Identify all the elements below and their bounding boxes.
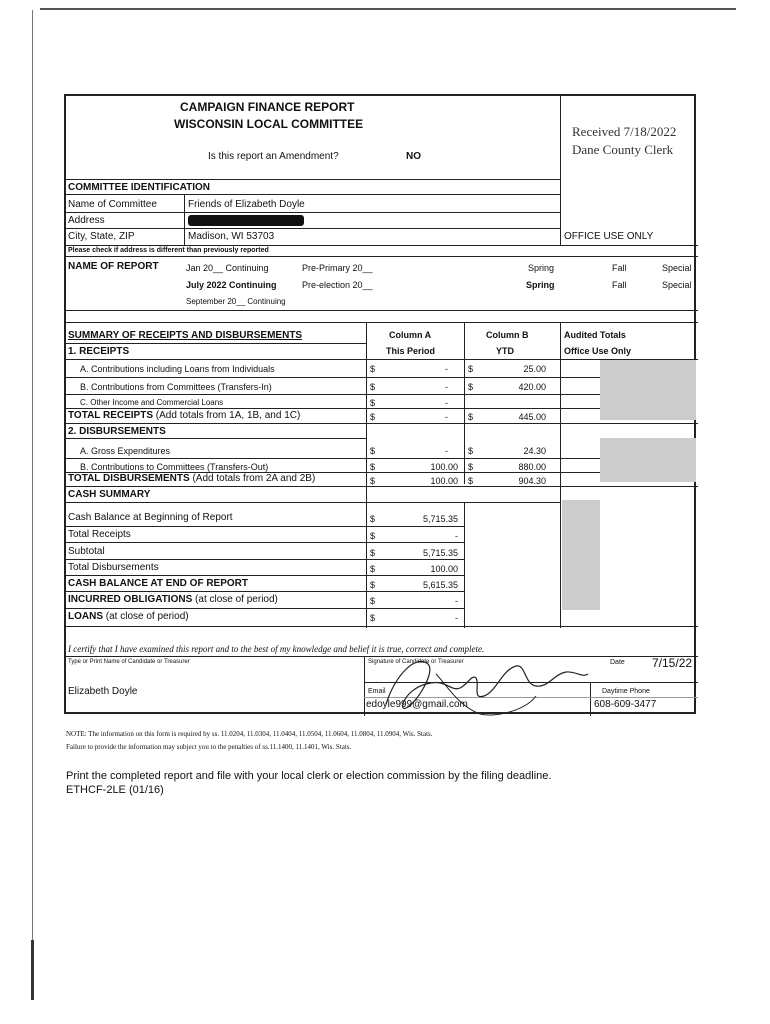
receipts-row-a-col-b: 25.00 [523, 364, 546, 374]
amendment-question: Is this report an Amendment? [208, 151, 339, 162]
form-title-line2: WISCONSIN LOCAL COMMITTEE [174, 117, 364, 131]
dollar-sign: $ [370, 548, 376, 558]
report-july-continuing: July 2022 Continuing [186, 280, 277, 290]
filing-instruction: Print the completed report and file with your local clerk or election commission by the filing deadline. [66, 770, 552, 782]
committee-name-value: Friends of Elizabeth Doyle [188, 199, 305, 210]
dollar-sign: $ [370, 580, 376, 590]
disbursements-heading: 2. DISBURSEMENTS [68, 426, 166, 437]
audited-totals-label: Audited Totals [564, 330, 626, 340]
form-title-line1: CAMPAIGN FINANCE REPORT [180, 100, 355, 114]
report-form [64, 94, 696, 714]
total-disb-sub: (Add totals from 2A and 2B) [192, 473, 316, 484]
report-pre-primary: Pre-Primary 20__ [302, 263, 373, 273]
dollar-sign: $ [468, 412, 474, 422]
print-name-label: Type or Print Name of Candidate or Treasurer [68, 659, 190, 665]
receipts-row-c-col-a: - [445, 398, 448, 408]
dollar-sign: $ [370, 476, 376, 486]
dollar-sign: $ [468, 446, 474, 456]
report-jan-continuing: Jan 20__ Continuing [186, 263, 269, 273]
total-disb-label: TOTAL DISBURSEMENTS [68, 473, 190, 484]
redacted-address [188, 215, 304, 226]
report-spring-1: Spring [528, 263, 555, 273]
loans-row [68, 611, 189, 622]
dollar-sign: $ [370, 564, 376, 574]
cash-row-subtotal-value: 5,715.35 [422, 548, 458, 558]
signature-label: Signature of Candidate or Treasurer [368, 659, 464, 665]
total-disb-col-a: 100.00 [430, 476, 458, 486]
incurred-sub: (at close of period) [195, 594, 278, 605]
total-receipts-sub: (Add totals from 1A, 1B, and 1C) [155, 410, 301, 421]
disb-row-b-col-a: 100.00 [430, 462, 458, 472]
receipts-row-b-label: B. Contributions from Committees (Transfers-In) [80, 382, 272, 392]
address-label: Address [68, 215, 105, 226]
summary-heading: SUMMARY OF RECEIPTS AND DISBURSEMENTS [68, 330, 303, 341]
statute-note-line2: Failure to provide the information may subject you to the penalties of ss.11.1400, 11.1401, Wis. Stats. [66, 743, 352, 751]
total-receipts-row [68, 410, 300, 421]
dollar-sign: $ [468, 476, 474, 486]
dollar-sign: $ [370, 412, 376, 422]
cash-row-total-receipts-label: Total Receipts [68, 529, 131, 540]
office-use-only-label: OFFICE USE ONLY [564, 231, 654, 242]
dollar-sign: $ [370, 462, 376, 472]
receipts-row-b-col-a: - [445, 382, 448, 392]
report-special-1: Special [662, 263, 692, 273]
received-stamp-line2: Dane County Clerk [572, 142, 674, 157]
audited-office-use-label: Office Use Only [564, 346, 632, 356]
dollar-sign: $ [468, 364, 474, 374]
city-state-zip-value: Madison, WI 53703 [188, 231, 275, 242]
incurred-obligations-row [68, 594, 278, 605]
candidate-name: Elizabeth Doyle [68, 686, 138, 697]
dollar-sign: $ [370, 446, 376, 456]
email-label: Email [368, 688, 386, 695]
cash-row-subtotal-label: Subtotal [68, 546, 105, 557]
total-receipts-col-b: 445.00 [518, 412, 546, 422]
certification-statement: I certify that I have examined this report and to the best of my knowledge and belief it is true, correct and complete. [68, 644, 485, 654]
dollar-sign: $ [370, 382, 376, 392]
total-disbursements-row [68, 473, 315, 484]
loans-value: - [455, 613, 458, 623]
total-receipts-label: TOTAL RECEIPTS [68, 410, 154, 421]
disb-row-a-col-b: 24.30 [523, 446, 546, 456]
receipts-row-b-col-b: 420.00 [518, 382, 546, 392]
report-spring-2: Spring [526, 280, 555, 290]
report-september-continuing: September 20__ Continuing [186, 297, 286, 306]
dollar-sign: $ [468, 462, 474, 472]
cash-end-value: 5,615.35 [422, 580, 458, 590]
report-fall-2: Fall [612, 280, 627, 290]
committee-name-label: Name of Committee [68, 199, 157, 210]
email-value: edoyle999@gmail.com [366, 699, 468, 710]
loans-sub: (at close of period) [105, 611, 189, 622]
phone-value: 608-609-3477 [594, 699, 657, 710]
total-receipts-col-a: - [445, 412, 448, 422]
city-state-zip-label: City, State, ZIP [68, 231, 135, 242]
report-special-2: Special [662, 280, 692, 290]
incurred-label: INCURRED OBLIGATIONS [68, 594, 193, 605]
disb-row-a-col-a: - [445, 446, 448, 456]
disb-row-b-label: B. Contributions to Committees (Transfers-Out) [80, 462, 269, 472]
report-pre-election: Pre-election 20__ [302, 280, 373, 290]
column-a-sublabel: This Period [386, 346, 436, 356]
disb-row-b-col-b: 880.00 [518, 462, 546, 472]
receipts-heading: 1. RECEIPTS [68, 346, 130, 357]
report-fall-1: Fall [612, 263, 627, 273]
cash-summary-heading: CASH SUMMARY [68, 489, 151, 500]
date-label: Date [610, 659, 625, 666]
disb-row-a-label: A. Gross Expenditures [80, 446, 171, 456]
amendment-answer: NO [406, 151, 421, 162]
statute-note-line1: NOTE: The information on this form is required by ss. 11.0204, 11.0304, 11.0404, 11.0504, 11.0604, 11.0804, 11.0904, Wis. Stats. [66, 730, 433, 738]
incurred-value: - [455, 596, 458, 606]
cash-row-beginning-label: Cash Balance at Beginning of Report [68, 512, 233, 523]
cash-row-total-disb-value: 100.00 [430, 564, 458, 574]
dollar-sign: $ [370, 514, 376, 524]
handwritten-signature-icon [376, 644, 596, 718]
cash-row-total-receipts-value: - [455, 531, 458, 541]
dollar-sign: $ [370, 596, 376, 606]
scan-artifact-top [40, 8, 736, 10]
cash-end-label: CASH BALANCE AT END OF REPORT [68, 578, 248, 589]
address-change-note: Please check if address is different than previously reported [68, 247, 269, 254]
total-disb-col-b: 904.30 [518, 476, 546, 486]
loans-label: LOANS [68, 611, 103, 622]
scan-artifact-left-mark [31, 940, 34, 1000]
column-b-sublabel: YTD [496, 346, 514, 356]
received-stamp-line1: Received 7/18/2022 [572, 124, 677, 139]
form-id: ETHCF-2LE (01/16) [66, 784, 164, 796]
name-of-report-label: NAME OF REPORT [68, 261, 159, 272]
dollar-sign: $ [370, 613, 376, 623]
column-b-label: Column B [486, 330, 529, 340]
date-value: 7/15/22 [652, 656, 693, 670]
receipts-row-c-label: C. Other Income and Commercial Loans [80, 398, 224, 407]
committee-identification-heading: COMMITTEE IDENTIFICATION [68, 182, 211, 193]
dollar-sign: $ [370, 531, 376, 541]
dollar-sign: $ [370, 364, 376, 374]
scan-artifact-left [32, 10, 33, 1000]
dollar-sign: $ [468, 382, 474, 392]
phone-label: Daytime Phone [602, 688, 650, 695]
dollar-sign: $ [370, 398, 376, 408]
column-a-label: Column A [389, 330, 432, 340]
cash-row-beginning-value: 5,715.35 [422, 514, 458, 524]
receipts-row-a-label: A. Contributions including Loans from Individuals [80, 364, 275, 374]
receipts-row-a-col-a: - [445, 364, 448, 374]
cash-row-total-disb-label: Total Disbursements [68, 562, 159, 573]
